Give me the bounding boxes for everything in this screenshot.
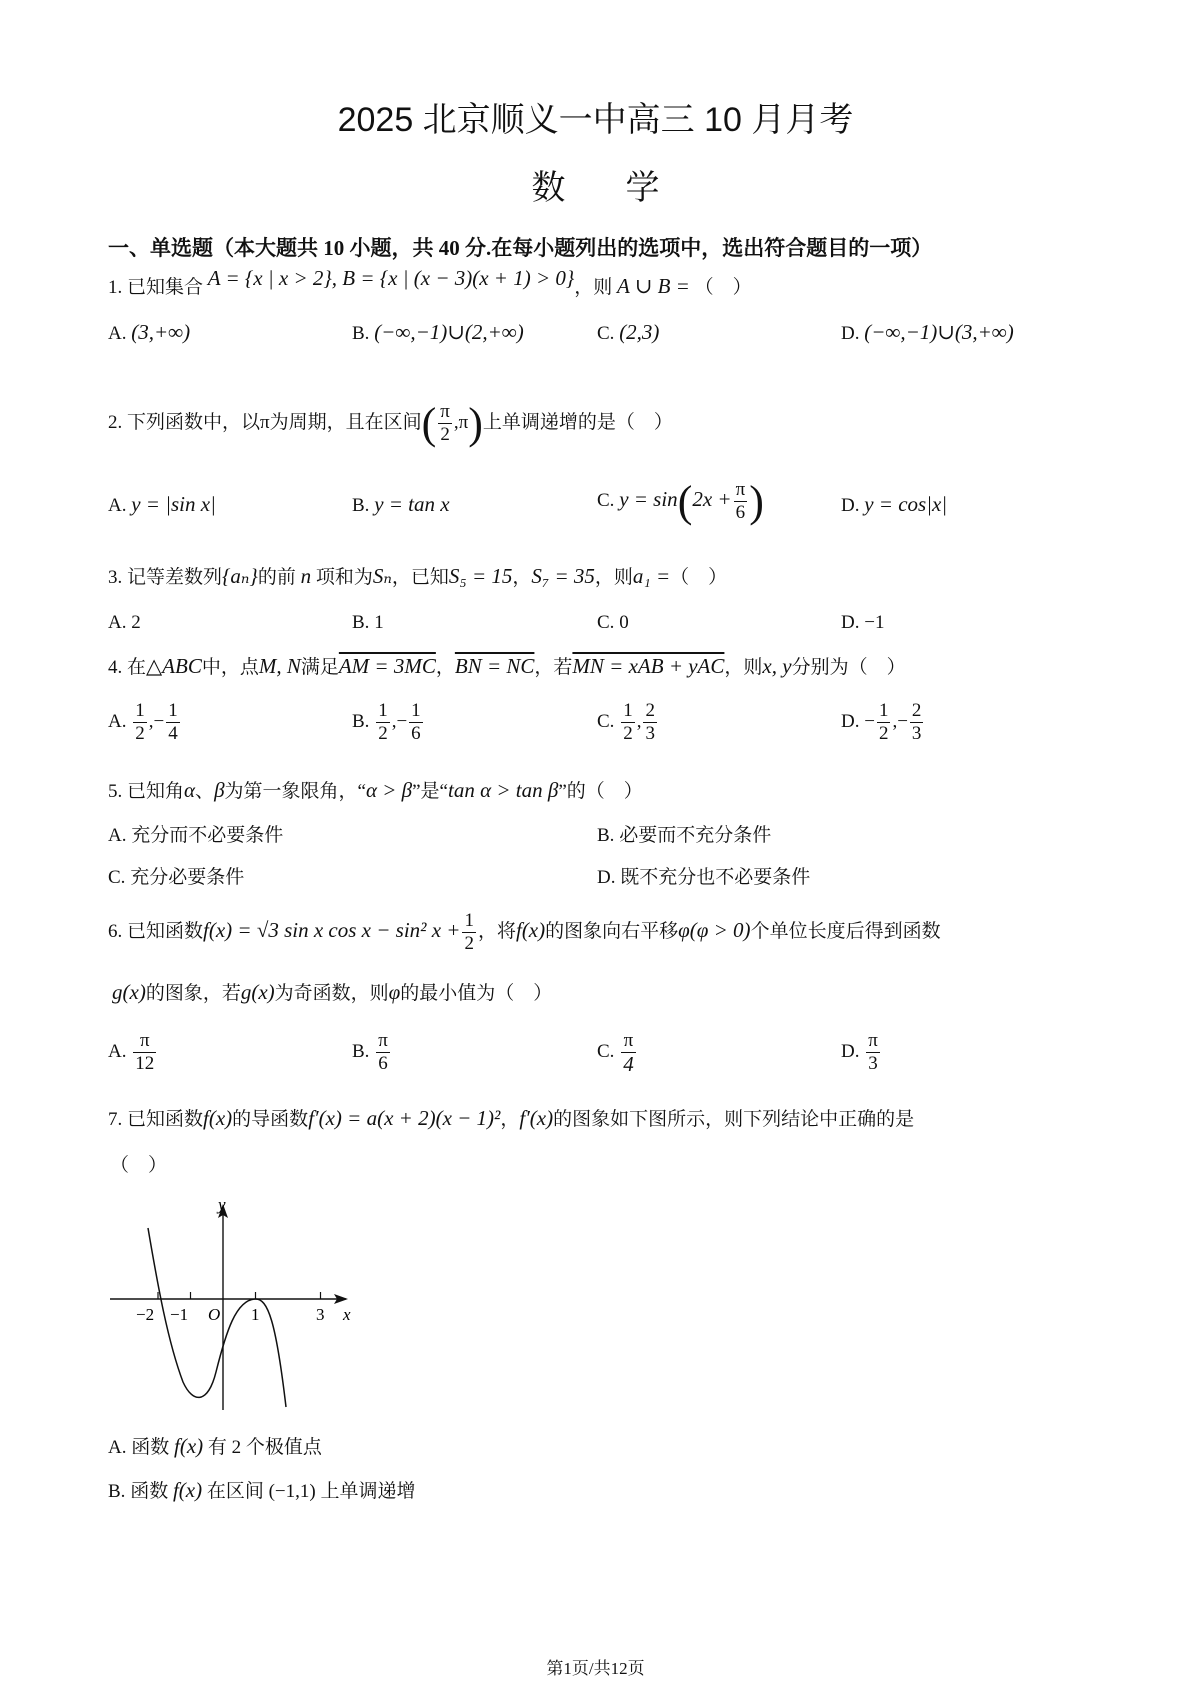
question-text: 的前: [257, 567, 296, 588]
math-expression: f′(x): [519, 1106, 554, 1130]
question-5: [108, 776, 643, 803]
option-text: 必要而不充分条件: [619, 825, 772, 846]
fraction: [877, 700, 891, 745]
math-expression: f(x): [203, 1106, 233, 1130]
option-label: B.: [597, 825, 615, 846]
option-c: [597, 320, 659, 345]
denominator: 2: [440, 424, 450, 445]
denominator: 12: [135, 1053, 155, 1074]
option-b: [108, 1476, 415, 1503]
fraction: [376, 1030, 390, 1075]
question-text: ，: [435, 657, 455, 678]
math-expression: A ∪ B =: [617, 274, 690, 298]
x-axis-label: x: [343, 1305, 351, 1324]
vector-expression: MN = xAB + yAC: [572, 654, 725, 678]
math-expression: Sₙ: [372, 564, 392, 588]
question-number: 7.: [108, 1109, 123, 1130]
subject-title: [0, 160, 1191, 209]
option-label: B.: [352, 1040, 370, 1062]
question-number: 5.: [108, 781, 123, 802]
sign: −: [153, 710, 165, 732]
question-text: 个单位长度后得到函数: [750, 920, 941, 942]
question-text: 已知集合: [127, 277, 204, 298]
denominator: 6: [378, 1053, 388, 1074]
denominator: 3: [868, 1053, 878, 1074]
math-expression: {aₙ}: [222, 564, 258, 588]
denominator: 6: [411, 723, 421, 744]
denominator: 2: [135, 723, 145, 744]
question-text: 已知函数: [127, 1109, 204, 1130]
option-text: (2,3): [619, 320, 660, 344]
question-2: [108, 398, 673, 449]
option-text: 0: [619, 612, 629, 633]
numerator: π: [621, 1030, 636, 1053]
question-text: 分别为（ ）: [791, 657, 906, 678]
question-number: 6.: [108, 920, 123, 942]
numerator: 1: [464, 910, 474, 931]
numerator: 2: [645, 700, 655, 721]
question-text: 记等差数列: [127, 567, 223, 588]
option-label: B.: [108, 1481, 126, 1502]
paren: ): [749, 477, 764, 526]
question-text: ，若: [534, 657, 573, 678]
math-expression: x, y: [762, 654, 792, 678]
question-text: 已知角: [127, 781, 185, 802]
option-d: [841, 320, 1014, 345]
sign: −: [864, 710, 875, 732]
question-text: 的导函数: [232, 1109, 309, 1130]
option-text: y = sin: [619, 486, 678, 511]
fraction: [621, 1030, 636, 1075]
option-b: B. $\frac{1}{2}$ ,− $\frac{1}{6}$: [352, 700, 421, 744]
option-text: 2: [131, 612, 141, 633]
question-text: ，将: [477, 920, 516, 942]
question-text: 在: [127, 657, 147, 678]
question-text: 为第一象限角，“: [224, 781, 366, 802]
option-text: y = cos|x|: [864, 492, 948, 516]
math-symbol: φ: [388, 980, 401, 1004]
question-text: 中，点: [201, 657, 259, 678]
math-expression: f(x): [515, 917, 546, 942]
math-symbol: α: [184, 778, 196, 802]
paren: (: [677, 477, 693, 526]
numerator: 1: [378, 700, 388, 721]
option-a: [108, 820, 283, 847]
sign: −: [897, 710, 908, 732]
question-6-continued: [112, 978, 552, 1005]
option-label: C.: [597, 612, 615, 633]
question-text: ，则: [594, 567, 633, 588]
question-text: ，: [500, 1109, 520, 1130]
option-b: [352, 1030, 392, 1075]
math-expression: f(x) = √3 sin x cos x − sin² x +: [203, 917, 461, 942]
math-symbol: π: [260, 411, 270, 433]
question-4: [108, 652, 906, 679]
option-text: 既不充分也不必要条件: [620, 867, 811, 888]
math-expression: S₅ = 15: [448, 564, 513, 588]
option-a: A. $\frac{1}{2}$ ,− $\frac{1}{4}$: [108, 700, 178, 744]
exam-title: 2025 北京顺义一中高三 10 月月考: [337, 101, 854, 139]
derivative-graph: [108, 1192, 358, 1414]
subject-char: 学: [625, 169, 660, 207]
option-text: y = |sin x|: [131, 492, 216, 516]
option-b: [597, 820, 771, 847]
question-text: ，已知: [391, 567, 449, 588]
option-label: A.: [108, 1437, 127, 1458]
option-label: D.: [841, 1040, 860, 1062]
math-expression: M, N: [258, 654, 301, 678]
denominator: 2: [623, 723, 633, 744]
option-text: (−∞,−1)∪(3,+∞): [864, 320, 1014, 344]
question-text: 的最小值为（ ）: [400, 983, 553, 1004]
fraction: [866, 1030, 880, 1075]
option-d: [597, 862, 810, 889]
question-text: 为奇函数，则: [274, 983, 389, 1004]
question-7: [108, 1104, 914, 1131]
fraction: [409, 700, 423, 745]
subject-char: 数: [531, 169, 566, 207]
fraction: [438, 401, 452, 446]
question-text: ，: [512, 567, 532, 588]
paren: (: [421, 399, 437, 448]
math-expression: f′(x) = a(x + 2)(x − 1)²: [308, 1106, 501, 1130]
math-expression: f(x): [174, 1434, 204, 1458]
option-label: D.: [841, 710, 860, 732]
numerator: 1: [411, 700, 421, 721]
option-label: C.: [597, 489, 615, 511]
option-text: y = tan x: [374, 492, 450, 516]
math-expression: S₇ = 35: [531, 564, 595, 588]
question-text: 上单调递增的是（ ）: [482, 411, 673, 433]
tick-label: −1: [170, 1305, 189, 1324]
question-6: [108, 910, 941, 955]
paren: ): [468, 399, 483, 448]
math-symbol: β: [214, 778, 225, 802]
option-c: [108, 862, 244, 889]
option-c: [597, 476, 764, 527]
math-expression: g(x): [112, 980, 146, 1004]
answer-blank: （ ）: [110, 1155, 168, 1176]
option-label: D.: [597, 867, 616, 888]
question-number: 3.: [108, 567, 123, 588]
option-b: [352, 320, 524, 345]
question-text: 满足: [300, 657, 339, 678]
vector-expression: AM = 3MC: [338, 654, 436, 678]
option-label: C.: [597, 323, 615, 344]
fraction: [462, 910, 476, 955]
denominator: 2: [378, 723, 388, 744]
option-c: C. $\frac{1}{2}$ , $\frac{2}{3}$: [597, 700, 655, 744]
tick-label: −2: [136, 1305, 155, 1324]
math-expression: A = {x | x > 2}, B = {x | (x − 3)(x + 1) > 0}: [207, 266, 575, 290]
section-heading: 一、单选题（本大题共 10 小题，共 40 分.在每小题列出的选项中，选出符合题目的一项）: [108, 236, 933, 260]
option-label: A.: [108, 612, 127, 633]
fraction: [734, 479, 748, 524]
numerator: π: [440, 401, 450, 422]
numerator: π: [378, 1030, 388, 1051]
vector-expression: BN = NC: [454, 654, 535, 678]
question-text: 为周期，且在区间: [269, 411, 422, 433]
fraction: [166, 700, 180, 745]
option-d: [841, 492, 947, 517]
question-1: [108, 266, 752, 299]
math-symbol: n: [300, 564, 312, 588]
option-label: B.: [352, 323, 370, 344]
question-number: 2.: [108, 411, 123, 433]
fraction: [376, 700, 390, 745]
option-label: A.: [108, 825, 127, 846]
option-d: [841, 1030, 882, 1075]
option-d: [841, 612, 884, 634]
option-text: (−∞,−1)∪(2,+∞): [374, 320, 524, 344]
option-a: [108, 320, 190, 345]
tick-label: 3: [316, 1305, 325, 1324]
option-label: C.: [108, 867, 126, 888]
question-3: [108, 562, 727, 589]
math-expression: ,π: [453, 411, 469, 433]
option-label: D.: [841, 612, 860, 633]
numerator: π: [133, 1030, 156, 1053]
option-a: [108, 612, 141, 634]
denominator: 3: [911, 723, 922, 744]
option-label: A.: [108, 495, 127, 516]
question-text: 下列函数中，以: [127, 411, 261, 433]
page-indicator: 第1页/共12页: [546, 1659, 645, 1678]
fraction: [133, 1030, 156, 1075]
sign: −: [396, 710, 408, 732]
answer-blank: （ ）: [694, 277, 752, 298]
option-label: A.: [108, 323, 127, 344]
option-label: D.: [841, 495, 860, 516]
option-b: [352, 612, 384, 634]
math-expression: φ(φ > 0): [678, 917, 751, 942]
math-expression: f(x): [172, 1478, 203, 1502]
numerator: 1: [623, 700, 633, 721]
option-label: A.: [108, 1040, 127, 1062]
tick-label: 1: [251, 1305, 260, 1324]
fraction: [910, 700, 924, 745]
denominator: 2: [878, 723, 889, 744]
fraction: [643, 700, 657, 745]
option-b: [352, 492, 450, 517]
numerator: π: [735, 479, 746, 500]
question-number: 4.: [108, 657, 123, 678]
question-text: 的图象向右平移: [545, 920, 679, 942]
question-text: 的图象如下图所示，则下列结论中正确的是: [553, 1109, 915, 1130]
math-expression: g(x): [240, 980, 275, 1004]
option-label: B.: [352, 495, 370, 516]
option-text: 有 2 个极值点: [207, 1437, 322, 1458]
y-axis-label: y: [218, 1195, 226, 1214]
numerator: π: [868, 1030, 878, 1051]
option-a: [108, 1432, 322, 1459]
option-label: B.: [352, 710, 370, 732]
math-expression: tan α > tan β: [448, 778, 559, 802]
option-label: A.: [108, 710, 127, 732]
math-expression: α > β: [365, 778, 413, 802]
question-text: ，则: [724, 657, 763, 678]
fraction: [621, 700, 635, 745]
denominator: 4: [623, 1052, 634, 1076]
option-text: −1: [864, 612, 885, 633]
question-number: 1.: [108, 277, 123, 298]
option-label: C.: [597, 1040, 615, 1062]
option-text: 充分而不必要条件: [131, 825, 284, 846]
numerator: 2: [911, 700, 922, 721]
question-text: 项和为: [315, 567, 373, 588]
question-text: ，则: [574, 277, 613, 298]
denominator: 2: [464, 933, 474, 954]
option-text: 充分必要条件: [130, 867, 245, 888]
option-d: D. − $\frac{1}{2}$ ,− $\frac{2}{3}$: [841, 700, 922, 744]
math-expression: △ABC: [146, 654, 202, 678]
denominator: 4: [168, 723, 178, 744]
option-a: [108, 1030, 158, 1075]
option-label: B.: [352, 612, 370, 633]
question-text: 、: [195, 781, 215, 802]
option-a: [108, 492, 216, 517]
option-text: 在区间 (−1,1) 上单调递增: [206, 1481, 416, 1502]
question-text: ”是“: [412, 781, 448, 802]
option-label: C.: [597, 710, 615, 732]
answer-blank: （ ）: [670, 567, 728, 588]
origin-label: O: [208, 1305, 221, 1324]
fraction: [133, 700, 147, 745]
option-text: 2x +: [692, 486, 732, 511]
option-text: (3,+∞): [131, 320, 191, 344]
question-text: 的图象，若: [145, 983, 241, 1004]
denominator: 6: [735, 502, 746, 523]
numerator: 1: [878, 700, 889, 721]
option-text: 函数: [131, 1437, 170, 1458]
option-text: 1: [374, 612, 384, 633]
option-text: 函数: [130, 1481, 169, 1502]
numerator: 1: [135, 700, 145, 721]
question-text: 已知函数: [127, 920, 204, 942]
option-c: [597, 1030, 638, 1075]
option-label: D.: [841, 323, 860, 344]
numerator: 1: [168, 700, 178, 721]
denominator: 3: [645, 723, 655, 744]
option-c: [597, 612, 629, 634]
question-text: ”的（ ）: [558, 781, 643, 802]
math-expression: a₁ =: [632, 564, 671, 588]
